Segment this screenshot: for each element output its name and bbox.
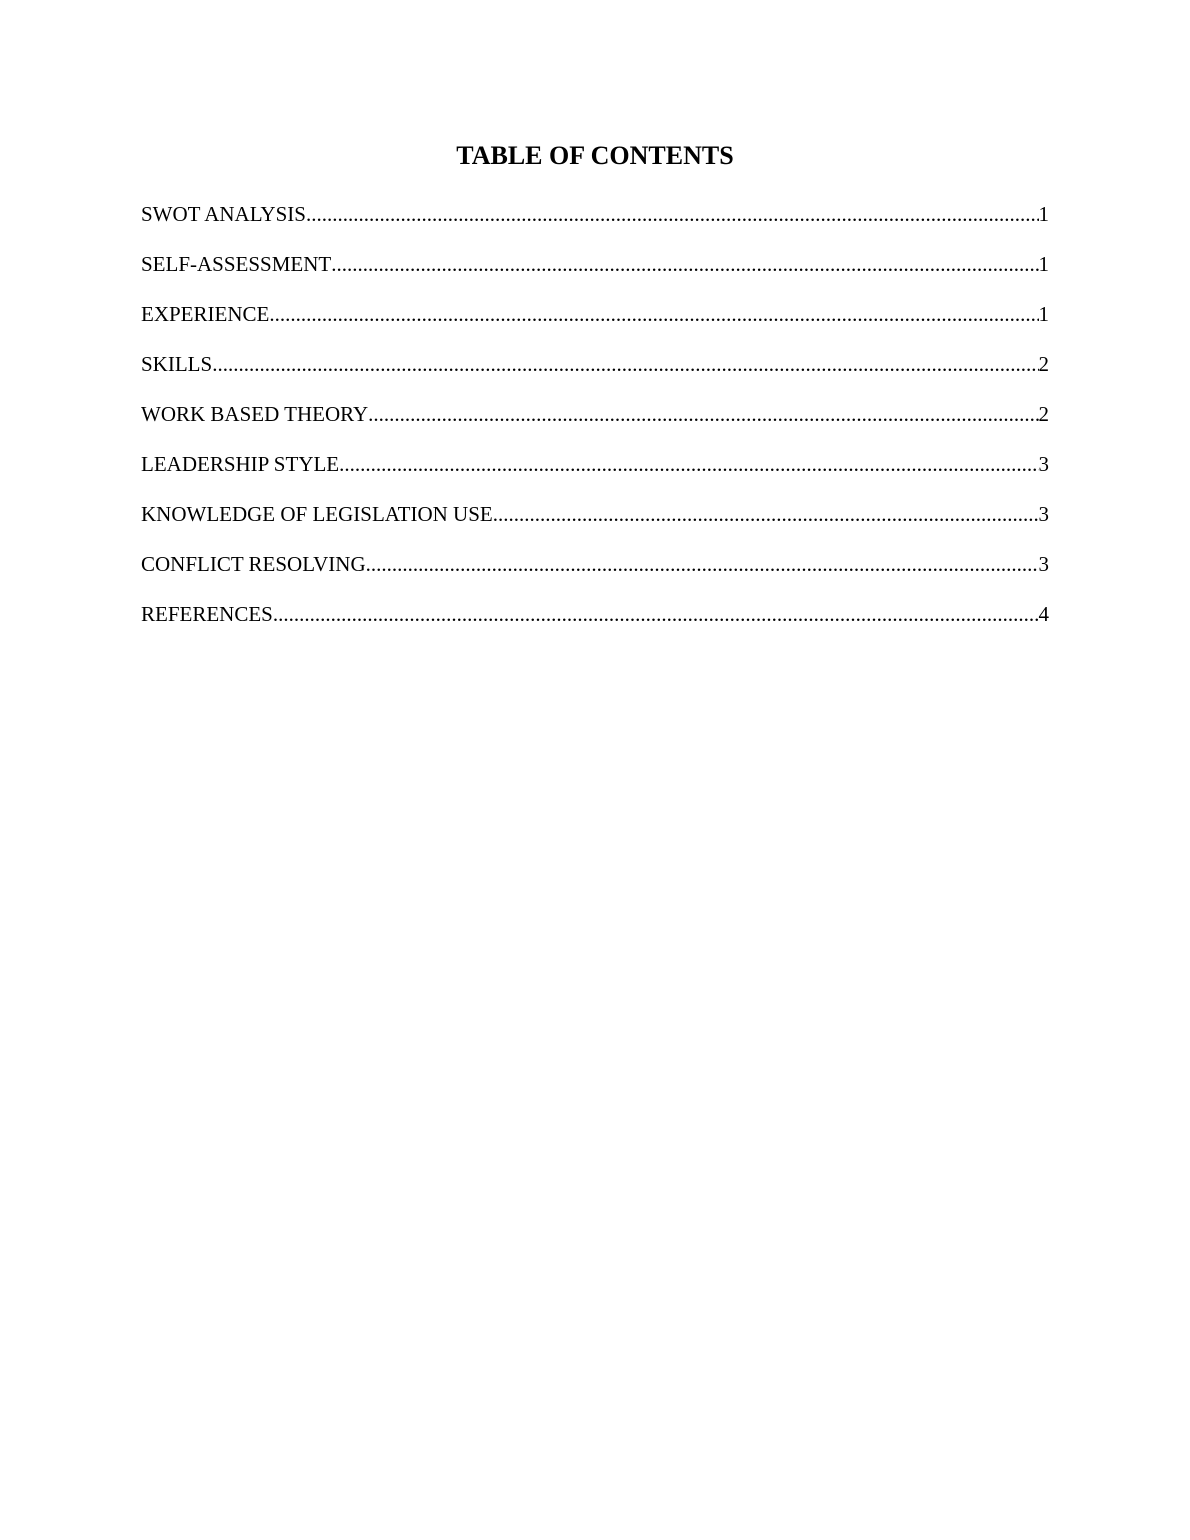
toc-entry-swot-analysis[interactable] — [141, 199, 1049, 249]
toc-entry-label: KNOWLEDGE OF LEGISLATION USE — [141, 502, 493, 526]
toc-entry-label: SWOT ANALYSIS — [141, 202, 306, 226]
toc-entry-page-number: 3 — [1038, 502, 1049, 526]
toc-entry-references[interactable] — [141, 599, 1049, 649]
toc-entry-label: SELF-ASSESSMENT — [141, 252, 332, 276]
toc-entry-page-number: 3 — [1038, 452, 1049, 476]
toc-dot-leader — [306, 199, 1039, 229]
toc-entry-label: REFERENCES — [141, 602, 273, 626]
toc-dot-leader — [212, 349, 1038, 379]
toc-entry-page-number: 3 — [1038, 552, 1049, 576]
toc-entry-page-number: 2 — [1038, 402, 1049, 426]
toc-entry-knowledge-of-legislation-use[interactable] — [141, 499, 1049, 549]
toc-dot-leader — [331, 249, 1038, 279]
toc-title: TABLE OF CONTENTS — [456, 141, 734, 170]
toc-entry-conflict-resolving[interactable] — [141, 549, 1049, 599]
toc-dot-leader — [493, 499, 1039, 529]
toc-entry-experience[interactable] — [141, 299, 1049, 349]
toc-dot-leader — [368, 399, 1038, 429]
toc-entry-label: CONFLICT RESOLVING — [141, 552, 366, 576]
toc-dot-leader — [339, 449, 1038, 479]
toc-entry-label: SKILLS — [141, 352, 213, 376]
toc-entry-label: EXPERIENCE — [141, 302, 270, 326]
toc-dot-leader — [273, 599, 1039, 629]
toc-entry-page-number: 1 — [1038, 202, 1049, 226]
toc-entry-page-number: 4 — [1038, 602, 1049, 626]
toc-dot-leader — [366, 549, 1039, 579]
toc-dot-leader — [269, 299, 1038, 329]
toc-entry-label: LEADERSHIP STYLE — [141, 452, 340, 476]
toc-entry-page-number: 1 — [1038, 302, 1049, 326]
toc-entry-page-number: 1 — [1038, 252, 1049, 276]
toc-entry-label: WORK BASED THEORY — [141, 402, 369, 426]
toc-entry-leadership-style[interactable] — [141, 449, 1049, 499]
toc-list — [141, 199, 1049, 649]
toc-entry-self-assessment[interactable] — [141, 249, 1049, 299]
toc-entry-skills[interactable] — [141, 349, 1049, 399]
toc-entry-page-number: 2 — [1038, 352, 1049, 376]
toc-entry-work-based-theory[interactable] — [141, 399, 1049, 449]
